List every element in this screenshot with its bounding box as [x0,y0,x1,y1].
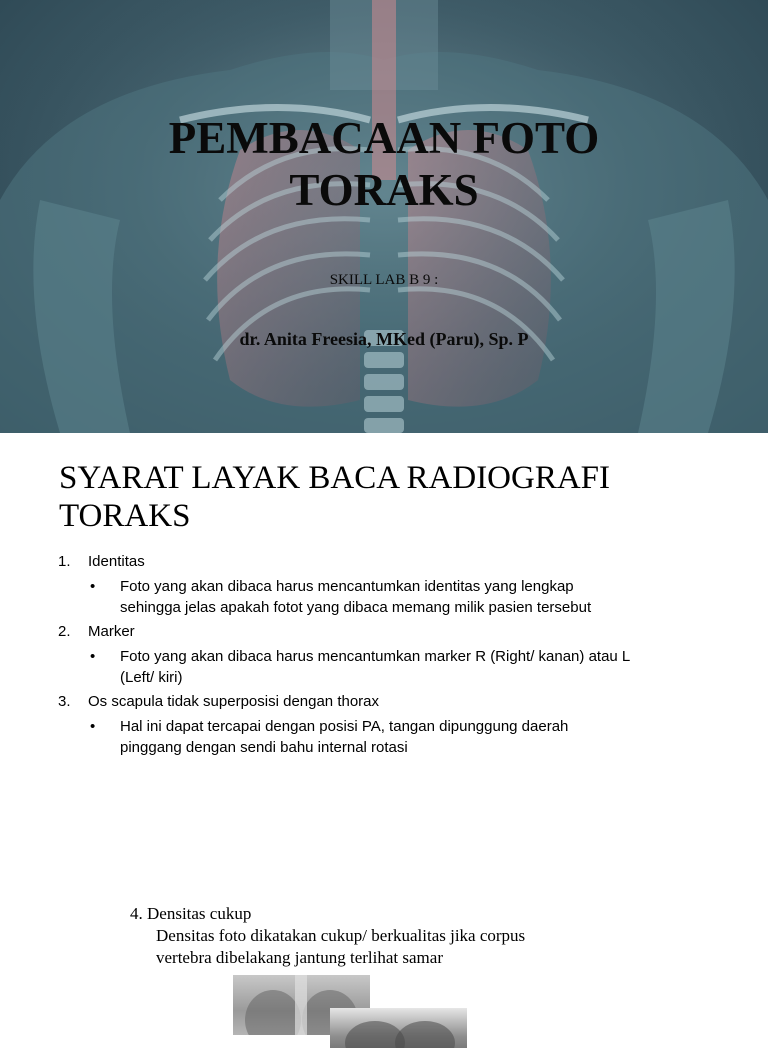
bullet-text-line: Hal ini dapat tercapai dengan posisi PA, tangan dipunggung daerah [120,718,569,735]
content-slide [0,433,768,1024]
densitas-section [130,903,690,969]
list-item-label: Os scapula tidak superposisi dengan thorax [88,693,380,710]
slide-subtitle: SKILL LAB B 9 : [329,272,439,288]
bullet-text-line: pinggang dengan sendi bahu internal rotasi [120,739,408,756]
xray-thumbnail-image [330,1008,467,1048]
bullet-text-line: sehingga jelas apakah fotot yang dibaca memang milik pasien tersebut [120,599,592,616]
bullet-text-line: (Left/ kiri) [120,669,183,686]
slide-title-line-2: TORAKS [289,165,479,215]
bullet-icon: • [90,578,96,595]
list-item-number: 2. [58,623,71,640]
densitas-title: 4. Densitas cukup [130,904,252,923]
title-slide [0,0,768,433]
bullet-point [58,646,738,688]
bullet-text-line: Foto yang akan dibaca harus mencantumkan marker R (Right/ kanan) atau L [120,648,631,665]
bullet-icon: • [90,648,96,665]
bullet-point [58,716,738,758]
densitas-body [130,925,690,969]
densitas-text-line: Densitas foto dikatakan cukup/ berkualitas jika corpus [156,926,526,945]
densitas-text-line: vertebra dibelakang jantung terlihat samar [156,948,443,967]
list-item [58,692,738,712]
list-item [58,622,738,642]
list-item-number: 3. [58,693,71,710]
bullet-point [58,576,738,618]
slide-heading-line-1: SYARAT LAYAK BACA RADIOGRAFI [59,460,611,496]
list-item-number: 1. [58,553,71,570]
list-item-label: Marker [88,623,135,640]
requirements-list [58,552,738,762]
slide-title [0,112,768,216]
slide-heading-line-2: TORAKS [59,498,191,534]
author-name: dr. Anita Freesia, MKed (Paru), Sp. P [239,329,529,349]
slide-title-line-1: PEMBACAAN FOTO [168,113,600,163]
chest-xray-background-image [0,0,768,433]
list-item-label: Identitas [88,553,145,570]
list-item [58,552,738,572]
slide-heading [59,459,739,535]
bullet-icon: • [90,718,96,735]
bullet-text-line: Foto yang akan dibaca harus mencantumkan identitas yang lengkap [120,578,574,595]
